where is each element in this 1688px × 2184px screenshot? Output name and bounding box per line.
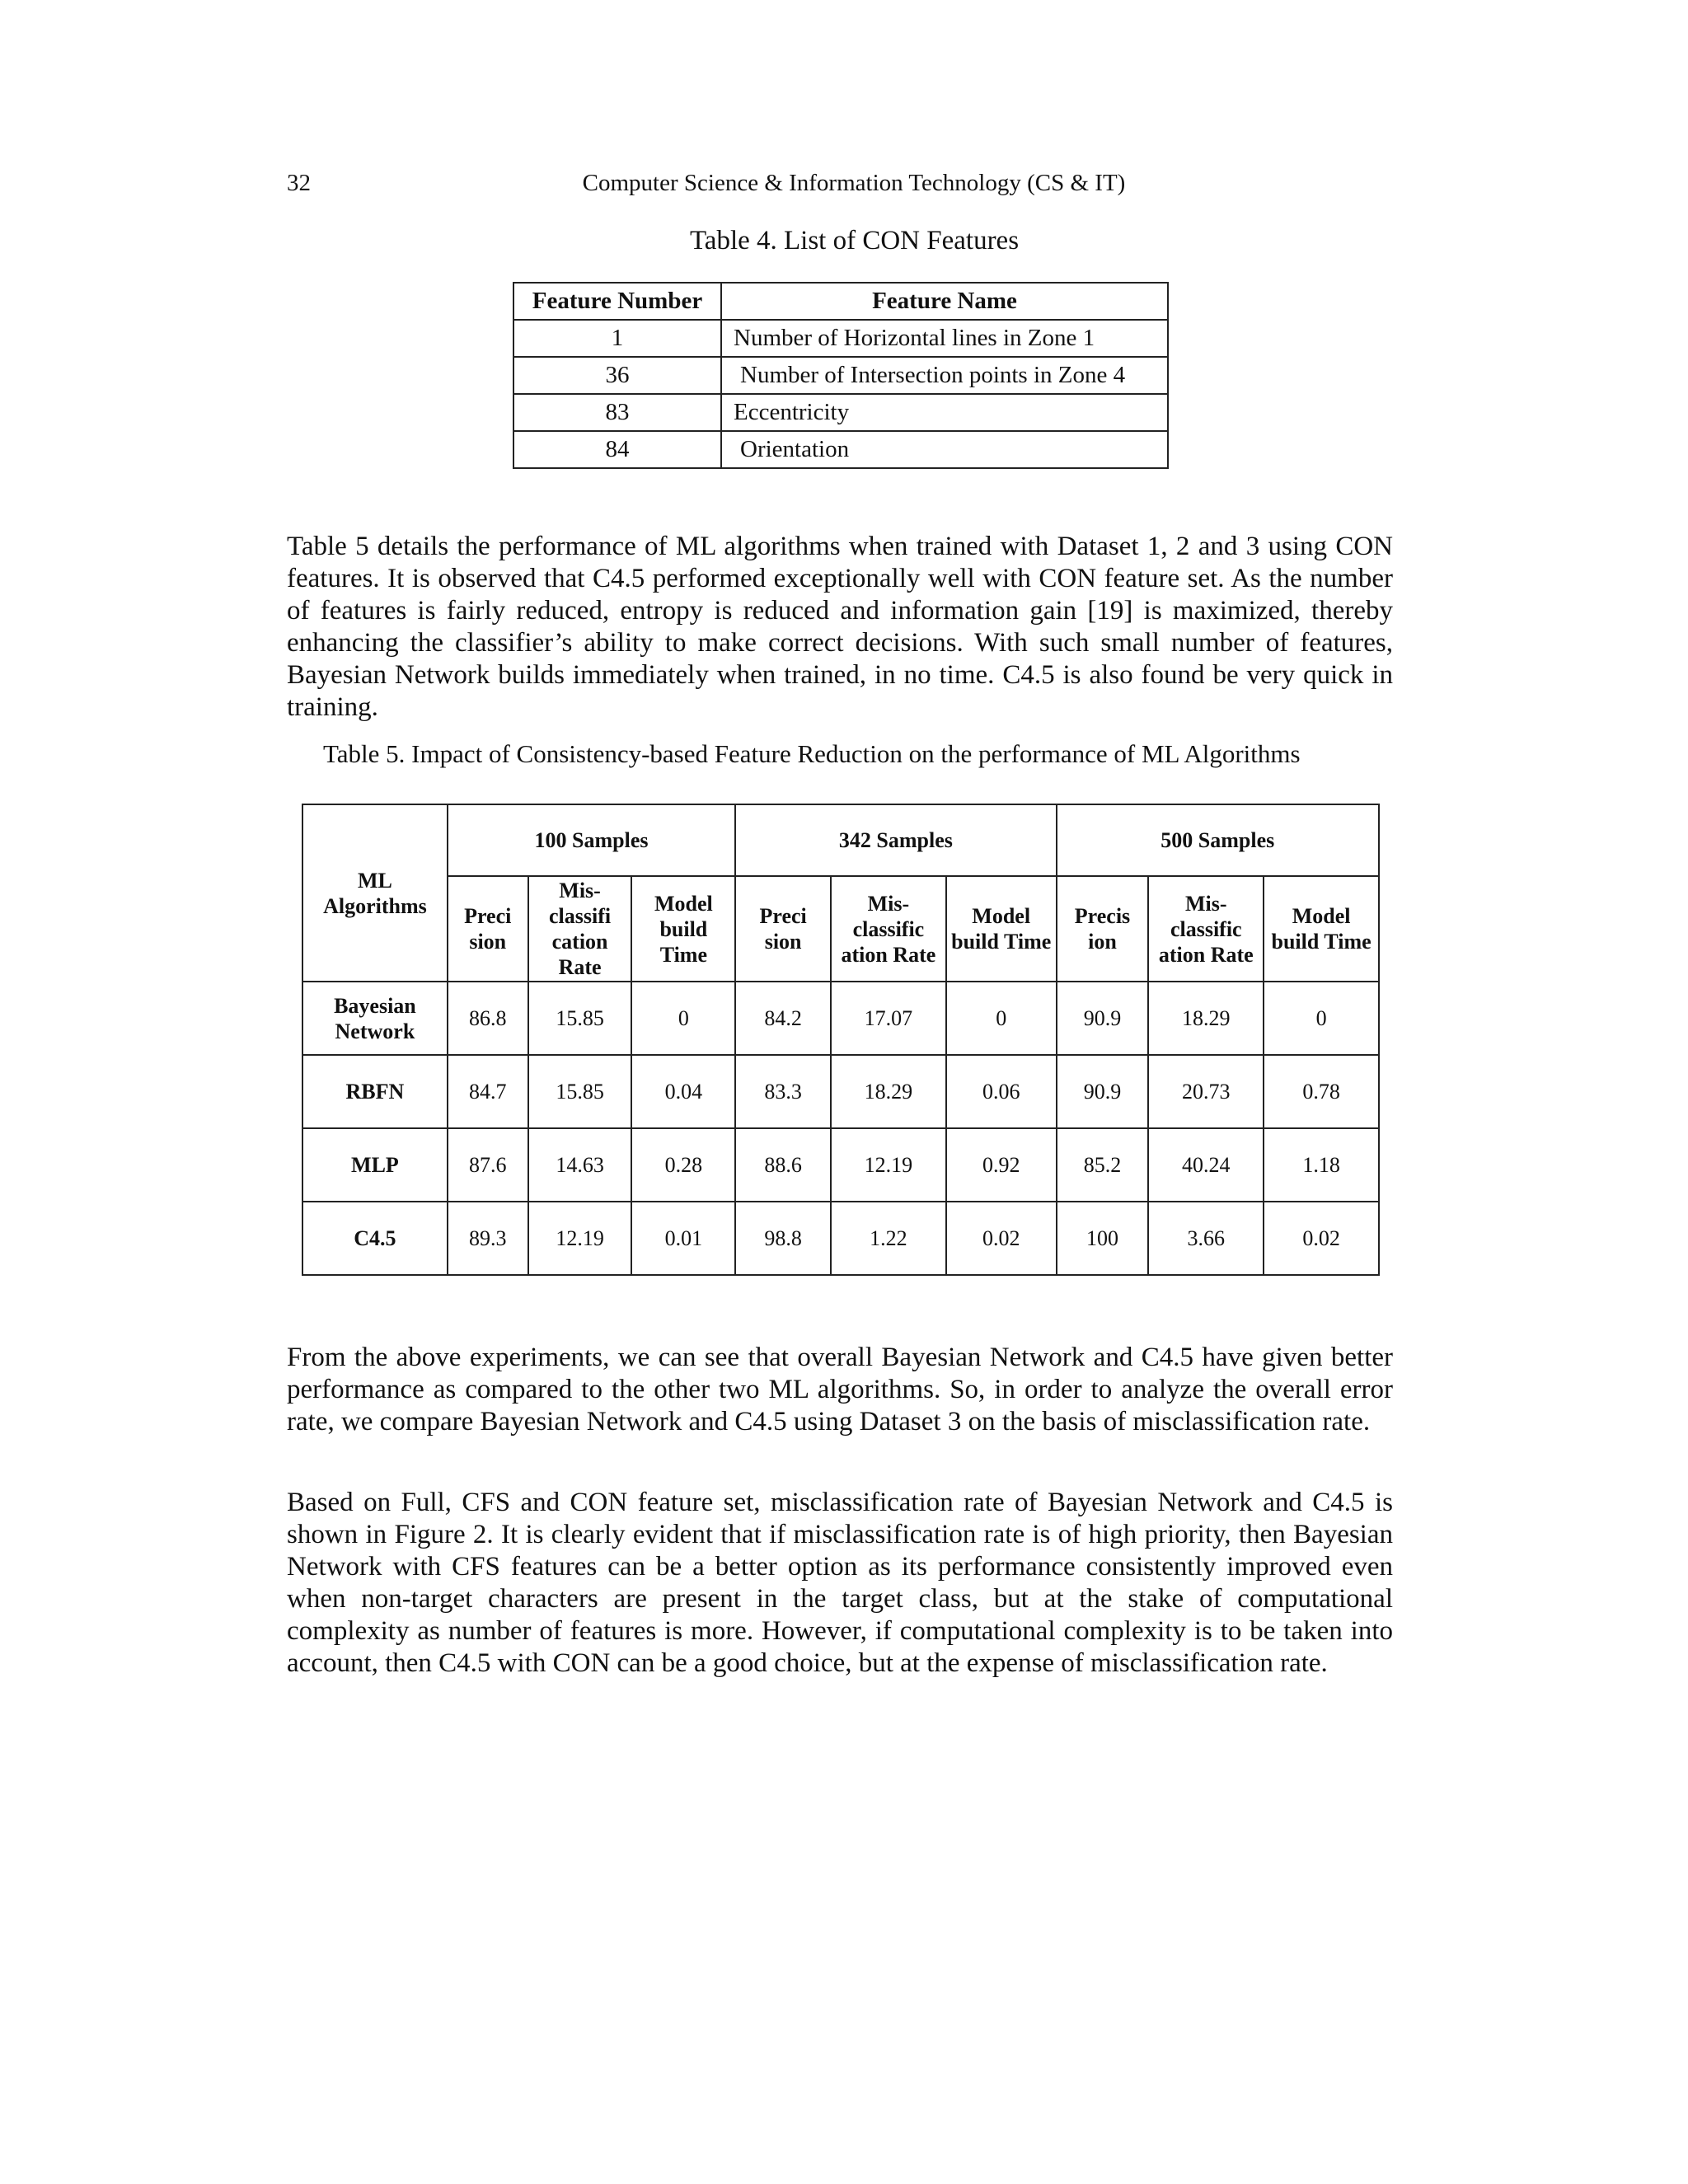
table4-header-row — [513, 283, 1168, 320]
cell-value: 85.2 — [1057, 1128, 1149, 1202]
subheader-precision: Preci sion — [735, 876, 831, 982]
cell-value: 87.6 — [448, 1128, 528, 1202]
feature-number: 36 — [513, 357, 721, 394]
subheader-misclassification: Mis- classifi cation Rate — [528, 876, 632, 982]
feature-number: 84 — [513, 431, 721, 468]
feature-name: Orientation — [721, 431, 1168, 468]
algorithm-name: Bayesian Network — [302, 982, 448, 1055]
cell-value: 0.02 — [1264, 1202, 1379, 1275]
group-header: 100 Samples — [448, 804, 735, 876]
subheader-misclassification: Mis- classific ation Rate — [831, 876, 946, 982]
subheader-build-time: Model build Time — [946, 876, 1057, 982]
feature-number: 83 — [513, 394, 721, 431]
subheader-precision: Precis ion — [1057, 876, 1149, 982]
paragraph-figure2: Based on Full, CFS and CON feature set, misclassification rate of Bayesian Network and C4.5 is shown in Figure 2. It is clearly evident that if misclassification rate is of high priority, then Bayesian Network with CFS features can be a better option as its performance consistently improved even when non-target characters are present in the target class, but at the stake of computational complexity as number of features is more. However, if computational complexity is to be taken into account, then C4.5 with CON can be a good choice, but at the expense of misclassification rate. — [287, 1488, 1393, 1678]
feature-name: Number of Horizontal lines in Zone 1 — [721, 320, 1168, 357]
subheader-precision: Preci sion — [448, 876, 528, 982]
feature-name: Eccentricity — [721, 394, 1168, 431]
table4-col-number: Feature Number — [513, 283, 721, 320]
cell-value: 90.9 — [1057, 982, 1149, 1055]
table4-col-name: Feature Name — [721, 283, 1168, 320]
table5-row-header: ML Algorithms — [302, 804, 448, 982]
cell-value: 18.29 — [831, 1055, 946, 1128]
cell-value: 3.66 — [1148, 1202, 1264, 1275]
table-row — [302, 1128, 1379, 1202]
running-title: Computer Science & Information Technology (CS & IT) — [582, 170, 1126, 196]
cell-value: 0 — [1264, 982, 1379, 1055]
table4-caption: Table 4. List of CON Features — [689, 226, 1020, 255]
subheader-build-time: Model build Time — [1264, 876, 1379, 982]
cell-value: 84.7 — [448, 1055, 528, 1128]
cell-value: 98.8 — [735, 1202, 831, 1275]
table5-subheader-row — [302, 876, 1379, 982]
cell-value: 86.8 — [448, 982, 528, 1055]
cell-value: 14.63 — [528, 1128, 632, 1202]
cell-value: 0.04 — [631, 1055, 735, 1128]
cell-value: 20.73 — [1148, 1055, 1264, 1128]
cell-value: 0.06 — [946, 1055, 1057, 1128]
subheader-build-time: Model build Time — [631, 876, 735, 982]
cell-value: 15.85 — [528, 1055, 632, 1128]
group-header: 500 Samples — [1057, 804, 1379, 876]
cell-value: 0 — [631, 982, 735, 1055]
cell-value: 89.3 — [448, 1202, 528, 1275]
cell-value: 1.18 — [1264, 1128, 1379, 1202]
table-row — [302, 1202, 1379, 1275]
cell-value: 18.29 — [1148, 982, 1264, 1055]
algorithm-name: C4.5 — [302, 1202, 448, 1275]
table5 — [302, 804, 1380, 1276]
paragraph-table5-intro: Table 5 details the performance of ML algorithms when trained with Dataset 1, 2 and 3 using CON features. It is observed that C4.5 performed exceptionally well with CON feature set. As the number of features is fairly reduced, entropy is reduced and information gain [19] is maximized, thereby enhancing the classifier’s ability to make correct decisions. With such small number of features, Bayesian Network builds immediately when trained, in no time. C4.5 is also found be very quick in training. — [287, 532, 1393, 722]
cell-value: 0 — [946, 982, 1057, 1055]
table-row — [513, 320, 1168, 357]
table4 — [513, 282, 1169, 469]
table-row — [302, 1055, 1379, 1128]
algorithm-name: RBFN — [302, 1055, 448, 1128]
cell-value: 0.78 — [1264, 1055, 1379, 1128]
paragraph-experiments: From the above experiments, we can see that overall Bayesian Network and C4.5 have given better performance as compared to the other two ML algorithms. So, in order to analyze the overall error rate, we compare Bayesian Network and C4.5 using Dataset 3 on the basis of misclassification rate. — [287, 1343, 1393, 1436]
cell-value: 0.92 — [946, 1128, 1057, 1202]
table-row — [513, 431, 1168, 468]
cell-value: 84.2 — [735, 982, 831, 1055]
table-row — [302, 982, 1379, 1055]
cell-value: 90.9 — [1057, 1055, 1149, 1128]
feature-number: 1 — [513, 320, 721, 357]
cell-value: 0.02 — [946, 1202, 1057, 1275]
cell-value: 12.19 — [528, 1202, 632, 1275]
feature-name: Number of Intersection points in Zone 4 — [721, 357, 1168, 394]
cell-value: 17.07 — [831, 982, 946, 1055]
cell-value: 15.85 — [528, 982, 632, 1055]
cell-value: 1.22 — [831, 1202, 946, 1275]
group-header: 342 Samples — [735, 804, 1056, 876]
cell-value: 100 — [1057, 1202, 1149, 1275]
cell-value: 40.24 — [1148, 1128, 1264, 1202]
cell-value: 83.3 — [735, 1055, 831, 1128]
table5-caption: Table 5. Impact of Consistency-based Feature Reduction on the performance of ML Algorithms — [323, 739, 1301, 768]
table5-group-row — [302, 804, 1379, 876]
cell-value: 88.6 — [735, 1128, 831, 1202]
algorithm-name: MLP — [302, 1128, 448, 1202]
table-row — [513, 394, 1168, 431]
page-number: 32 — [287, 170, 311, 196]
subheader-misclassification: Mis- classific ation Rate — [1148, 876, 1264, 982]
cell-value: 0.28 — [631, 1128, 735, 1202]
cell-value: 12.19 — [831, 1128, 946, 1202]
cell-value: 0.01 — [631, 1202, 735, 1275]
table-row — [513, 357, 1168, 394]
